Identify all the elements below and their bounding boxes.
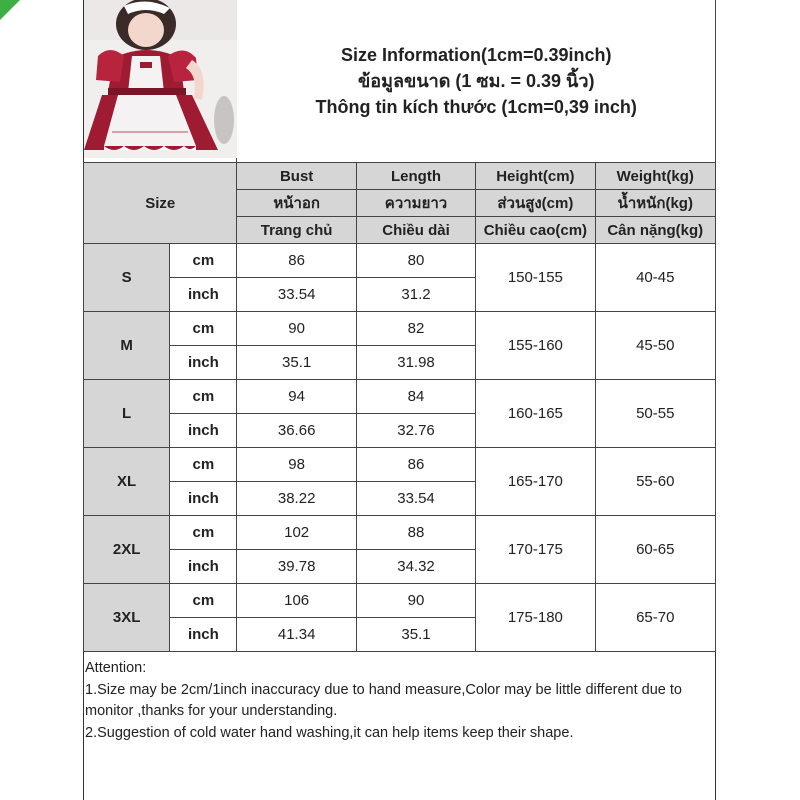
table-row bbox=[84, 312, 716, 346]
length-inch-value: 33.54 bbox=[356, 482, 475, 516]
length-inch-value: 34.32 bbox=[356, 550, 475, 584]
unit-cm: cm bbox=[170, 244, 237, 278]
weight-range: 50-55 bbox=[595, 380, 715, 448]
size-name-xl: XL bbox=[84, 448, 170, 516]
unit-cm: cm bbox=[170, 584, 237, 618]
size-column-label: Size bbox=[84, 163, 237, 244]
table-row bbox=[84, 244, 716, 278]
table-row bbox=[84, 448, 716, 482]
attention-heading: Attention: bbox=[85, 660, 147, 676]
weight-header-thai: น้ำหนัก(kg) bbox=[595, 190, 715, 217]
height-range: 175-180 bbox=[476, 584, 595, 652]
length-cm-value: 84 bbox=[356, 380, 475, 414]
bust-inch-value: 39.78 bbox=[237, 550, 356, 584]
size-info-title bbox=[237, 42, 715, 120]
bust-inch-value: 36.66 bbox=[237, 414, 356, 448]
unit-inch: inch bbox=[170, 482, 237, 516]
height-range: 170-175 bbox=[476, 516, 595, 584]
attention-note-2: 2.Suggestion of cold water hand washing,it can help items keep their shape. bbox=[85, 724, 574, 741]
length-cm-value: 80 bbox=[356, 244, 475, 278]
weight-range: 40-45 bbox=[595, 244, 715, 312]
weight-range: 65-70 bbox=[595, 584, 715, 652]
bust-cm-value: 98 bbox=[237, 448, 356, 482]
weight-range: 45-50 bbox=[595, 312, 715, 380]
unit-inch: inch bbox=[170, 618, 237, 652]
maid-dress-photo-icon bbox=[84, 0, 237, 158]
title-line-thai: ข้อมูลขนาด (1 ซม. = 0.39 นิ้ว) bbox=[358, 71, 595, 91]
length-header-vietnamese: Chiều dài bbox=[356, 217, 475, 244]
bust-header: Bust bbox=[237, 163, 356, 190]
height-range: 165-170 bbox=[476, 448, 595, 516]
title-line-vietnamese: Thông tin kích thước (1cm=0,39 inch) bbox=[315, 97, 637, 117]
bust-cm-value: 90 bbox=[237, 312, 356, 346]
product-photo-cell bbox=[84, 0, 237, 163]
length-inch-value: 31.2 bbox=[356, 278, 475, 312]
bust-inch-value: 35.1 bbox=[237, 346, 356, 380]
length-cm-value: 90 bbox=[356, 584, 475, 618]
size-name-2xl: 2XL bbox=[84, 516, 170, 584]
size-name-l: L bbox=[84, 380, 170, 448]
length-inch-value: 32.76 bbox=[356, 414, 475, 448]
size-chart-table bbox=[83, 0, 716, 652]
table-row bbox=[84, 380, 716, 414]
unit-inch: inch bbox=[170, 550, 237, 584]
bust-inch-value: 41.34 bbox=[237, 618, 356, 652]
weight-header-vietnamese: Cân nặng(kg) bbox=[595, 217, 715, 244]
length-header-thai: ความยาว bbox=[356, 190, 475, 217]
bust-header-thai: หน้าอก bbox=[237, 190, 356, 217]
bust-cm-value: 86 bbox=[237, 244, 356, 278]
height-range: 160-165 bbox=[476, 380, 595, 448]
unit-cm: cm bbox=[170, 448, 237, 482]
bust-inch-value: 38.22 bbox=[237, 482, 356, 516]
length-inch-value: 31.98 bbox=[356, 346, 475, 380]
title-line-english: Size Information(1cm=0.39inch) bbox=[340, 45, 612, 65]
unit-cm: cm bbox=[170, 516, 237, 550]
table-row bbox=[84, 584, 716, 618]
weight-range: 55-60 bbox=[595, 448, 715, 516]
unit-inch: inch bbox=[170, 346, 237, 380]
bust-header-vietnamese: Trang chủ bbox=[237, 217, 356, 244]
length-header: Length bbox=[356, 163, 475, 190]
length-cm-value: 86 bbox=[356, 448, 475, 482]
table-row bbox=[84, 516, 716, 550]
size-name-3xl: 3XL bbox=[84, 584, 170, 652]
corner-tag-icon bbox=[0, 0, 20, 20]
unit-inch: inch bbox=[170, 414, 237, 448]
length-inch-value: 35.1 bbox=[356, 618, 475, 652]
unit-inch: inch bbox=[170, 278, 237, 312]
bust-cm-value: 102 bbox=[237, 516, 356, 550]
length-cm-value: 82 bbox=[356, 312, 475, 346]
height-header-vietnamese: Chiều cao(cm) bbox=[476, 217, 595, 244]
bust-cm-value: 94 bbox=[237, 380, 356, 414]
attention-note-1: 1.Size may be 2cm/1inch inaccuracy due to hand measure,Color may be little different due to monitor ,thanks for your understanding. bbox=[85, 681, 682, 719]
height-range: 155-160 bbox=[476, 312, 595, 380]
unit-cm: cm bbox=[170, 380, 237, 414]
height-header-thai: ส่วนสูง(cm) bbox=[476, 190, 595, 217]
size-name-m: M bbox=[84, 312, 170, 380]
size-name-s: S bbox=[84, 244, 170, 312]
length-cm-value: 88 bbox=[356, 516, 475, 550]
weight-header: Weight(kg) bbox=[595, 163, 715, 190]
attention-notes bbox=[85, 658, 713, 744]
bust-inch-value: 33.54 bbox=[237, 278, 356, 312]
weight-range: 60-65 bbox=[595, 516, 715, 584]
bust-cm-value: 106 bbox=[237, 584, 356, 618]
title-cell bbox=[237, 0, 716, 163]
height-range: 150-155 bbox=[476, 244, 595, 312]
unit-cm: cm bbox=[170, 312, 237, 346]
height-header: Height(cm) bbox=[476, 163, 595, 190]
